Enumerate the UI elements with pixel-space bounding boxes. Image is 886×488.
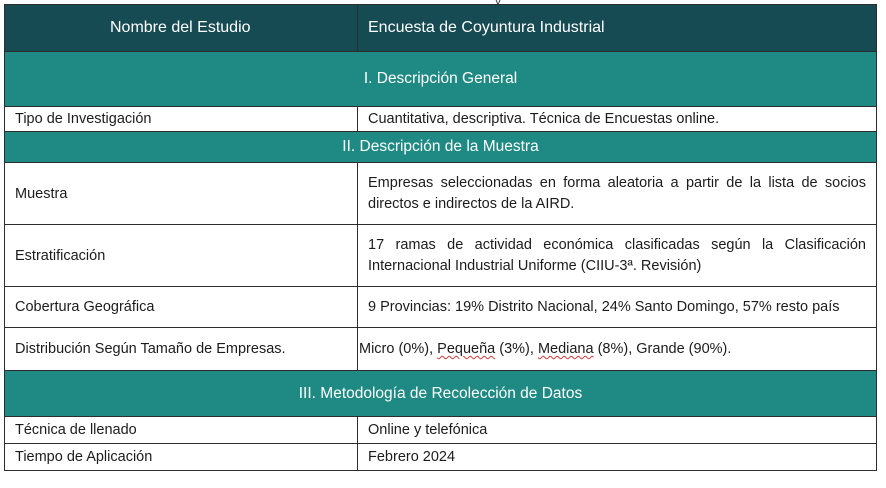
header-right-cell: Encuesta de Coyuntura Industrial	[358, 5, 877, 52]
section-title-metodologia: III. Metodología de Recolección de Datos	[5, 371, 877, 417]
table-row-cobertura	[5, 287, 877, 328]
row-label-tipo: Tipo de Investigación	[5, 107, 358, 132]
row-label-cobertura: Cobertura Geográfica	[5, 287, 358, 328]
distribucion-pequena: Pequeña	[437, 341, 496, 357]
row-value-estratificacion: 17 ramas de actividad económica clasificadas según la Clasificación Internacional Industrial Uniforme (CIIU-3ª. Revisión)	[358, 225, 877, 287]
table-row-tipo	[5, 107, 877, 132]
row-value-cobertura: 9 Provincias: 19% Distrito Nacional, 24% Santo Domingo, 57% resto país	[358, 287, 877, 328]
distribucion-micro: Micro (0%),	[359, 341, 434, 357]
row-value-muestra: Empresas seleccionadas en forma aleatoria a partir de la lista de socios directos e indirectos de la AIRD.	[358, 163, 877, 225]
table-row-distribucion	[5, 328, 877, 371]
row-label-tecnica: Técnica de llenado	[5, 417, 358, 444]
distribucion-pequena-pct: (3%),	[499, 341, 534, 357]
distribucion-mediana: Mediana	[537, 341, 594, 357]
table-row-estratificacion	[5, 225, 877, 287]
row-label-tiempo: Tiempo de Aplicación	[5, 444, 358, 471]
row-value-tecnica: Online y telefónica	[358, 417, 877, 444]
section-row-muestra	[5, 132, 877, 163]
row-value-distribucion	[358, 328, 877, 371]
row-label-muestra: Muestra	[5, 163, 358, 225]
row-label-estratificacion: Estratificación	[5, 225, 358, 287]
section-title-general: I. Descripción General	[5, 52, 877, 107]
table-row-muestra	[5, 163, 877, 225]
distribucion-mediana-pct: (8%),	[597, 341, 633, 357]
table-row-tiempo	[5, 444, 877, 471]
table-row-tecnica	[5, 417, 877, 444]
section-row-metodologia	[5, 371, 877, 417]
study-info-table	[4, 4, 877, 471]
section-title-muestra: II. Descripción de la Muestra	[5, 132, 877, 163]
header-row	[5, 5, 877, 52]
distribucion-grande: Grande (90%).	[636, 341, 732, 357]
section-row-general	[5, 52, 877, 107]
row-label-distribucion: Distribución Según Tamaño de Empresas.	[5, 328, 358, 371]
header-left-cell: Nombre del Estudio	[5, 5, 358, 52]
row-value-tipo: Cuantitativa, descriptiva. Técnica de Encuestas online.	[358, 107, 877, 132]
row-value-tiempo: Febrero 2024	[358, 444, 877, 471]
